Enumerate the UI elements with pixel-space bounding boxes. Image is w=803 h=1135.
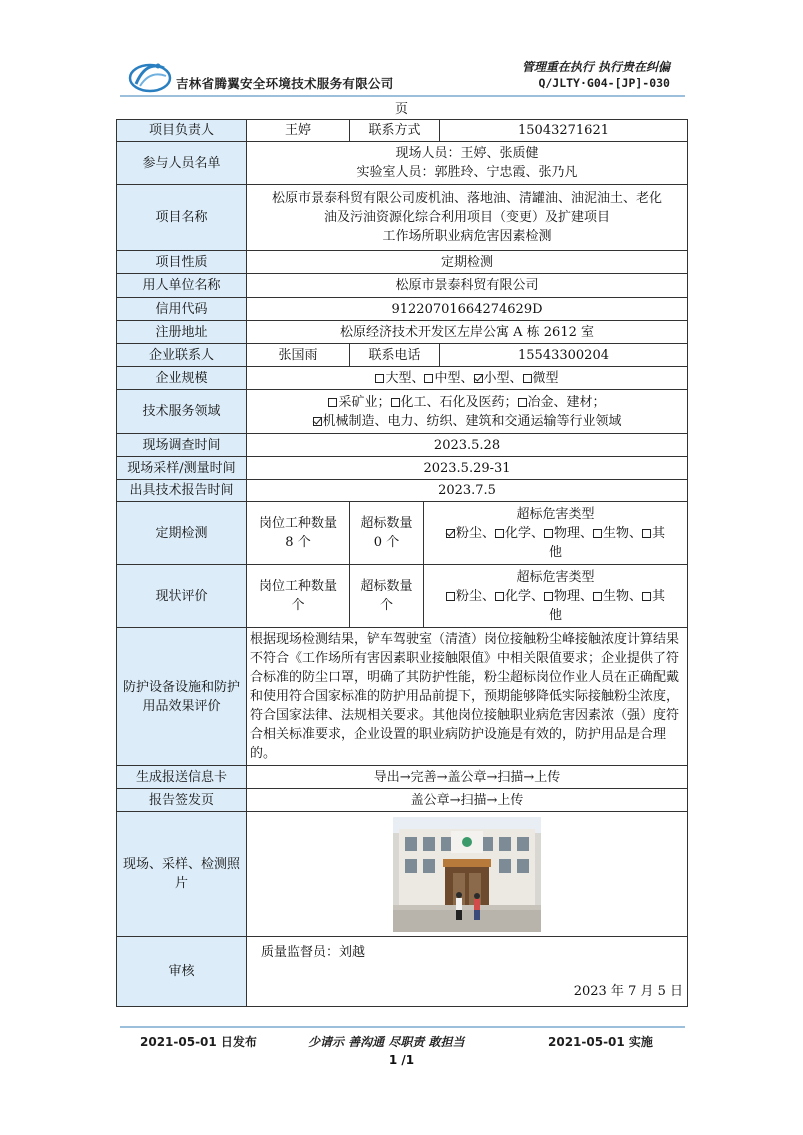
status-eval-hazards: 超标危害类型 粉尘、 化学、 物理、 生物、 其 他 bbox=[424, 565, 688, 628]
footer-motto: 少请示 善沟通 尽职责 敢担当 bbox=[308, 1035, 465, 1049]
checkbox-icon bbox=[544, 592, 553, 601]
project-name-line: 油及污油资源化综合利用项目（变更）及扩建项目 bbox=[324, 210, 611, 225]
leader-value: 王婷 bbox=[247, 120, 350, 142]
audit-cell bbox=[247, 937, 688, 1007]
project-name-label: 项目名称 bbox=[117, 185, 247, 251]
photos-label: 现场、采样、检测照片 bbox=[117, 812, 247, 937]
employer-value: 松原市景泰科贸有限公司 bbox=[247, 274, 688, 298]
footer-divider bbox=[120, 1026, 685, 1028]
row-protection bbox=[117, 628, 688, 766]
checkbox-icon bbox=[642, 592, 651, 601]
row-info-card bbox=[117, 766, 688, 789]
issue-date: 2021-05-01 日发布 bbox=[140, 1035, 257, 1049]
row-project-nature bbox=[117, 251, 688, 274]
protection-evaluation-text: 根据现场检测结果，铲车驾驶室（清渣）岗位接触粉尘峰接触浓度计算结果不符合《工作场所有害因素职业接触限值》中相关限值要求；企业提供了符合标准的防尘口罩，明确了其防护性能，粉尘超标岗位作业人员在正确配戴和使用符合国家标准的防护用品前提下，预期能够降低实际接触粉尘浓度，符合国家法律、法规相关要求。其他岗位接触职业病危害因素浓（强）度符合相关标准要求，企业设置的职业病防护设施是有效的，防护用品是合理的。 bbox=[247, 628, 688, 766]
report-sign-steps: 盖公章→扫描→上传 bbox=[247, 789, 688, 812]
checkbox-icon bbox=[313, 417, 322, 426]
row-report-time bbox=[117, 480, 688, 502]
participants-value bbox=[247, 142, 688, 185]
credit-code-label: 信用代码 bbox=[117, 298, 247, 321]
credit-code-value: 91220701664274629D bbox=[247, 298, 688, 321]
employer-label: 用人单位名称 bbox=[117, 274, 247, 298]
status-eval-exceed: 超标数量 个 bbox=[350, 565, 424, 628]
scale-option: 中型、 bbox=[424, 371, 473, 386]
project-nature-label: 项目性质 bbox=[117, 251, 247, 274]
enterprise-contact-label: 企业联系人 bbox=[117, 344, 247, 367]
row-report-sign bbox=[117, 789, 688, 812]
checkbox-icon bbox=[375, 374, 384, 383]
page-label: 页 bbox=[394, 102, 408, 117]
page-number: 1 /1 bbox=[388, 1053, 415, 1067]
checkbox-icon bbox=[391, 398, 400, 407]
status-eval-posts: 岗位工种数量 个 bbox=[247, 565, 350, 628]
row-status-eval bbox=[117, 565, 688, 628]
onsite-staff: 现场人员：王婷、张质健 bbox=[395, 146, 539, 161]
row-employer bbox=[117, 274, 688, 298]
report-sign-label: 报告签发页 bbox=[117, 789, 247, 812]
page-header bbox=[0, 0, 803, 112]
row-sampling-time bbox=[117, 457, 688, 480]
row-photos bbox=[117, 812, 688, 937]
audit-label: 审核 bbox=[117, 937, 247, 1007]
participants-label: 参与人员名单 bbox=[117, 142, 247, 185]
row-project-name bbox=[117, 185, 688, 251]
lab-staff: 实验室人员：郭胜玲、宁忠霞、张乃凡 bbox=[356, 165, 578, 180]
contact-method-value: 15043271621 bbox=[440, 120, 688, 142]
row-credit-code bbox=[117, 298, 688, 321]
scale-label: 企业规模 bbox=[117, 367, 247, 390]
periodic-hazards: 超标危害类型 粉尘、 化学、 物理、 生物、 其 他 bbox=[424, 502, 688, 565]
phone-value: 15543300204 bbox=[440, 344, 688, 367]
checkbox-icon bbox=[446, 529, 455, 538]
leader-label: 项目负责人 bbox=[117, 120, 247, 142]
survey-time-label: 现场调查时间 bbox=[117, 434, 247, 457]
row-service-area bbox=[117, 390, 688, 434]
project-info-table bbox=[116, 119, 688, 1007]
enterprise-contact-value: 张国雨 bbox=[247, 344, 350, 367]
service-area-label: 技术服务领域 bbox=[117, 390, 247, 434]
checkbox-icon bbox=[474, 374, 483, 383]
project-name-line: 工作场所职业病危害因素检测 bbox=[382, 229, 552, 244]
checkbox-icon bbox=[424, 374, 433, 383]
quality-supervisor: 质量监督员：刘越 bbox=[261, 944, 366, 960]
checkbox-icon bbox=[495, 529, 504, 538]
info-card-steps: 导出→完善→盖公章→扫描→上传 bbox=[247, 766, 688, 789]
scale-option: 大型、 bbox=[375, 371, 424, 386]
report-time-label: 出具技术报告时间 bbox=[117, 480, 247, 502]
contact-method-label: 联系方式 bbox=[350, 120, 440, 142]
checkbox-icon bbox=[593, 529, 602, 538]
phone-label: 联系电话 bbox=[350, 344, 440, 367]
checkbox-icon bbox=[495, 592, 504, 601]
status-eval-label: 现状评价 bbox=[117, 565, 247, 628]
checkbox-icon bbox=[642, 529, 651, 538]
header-slogan: 管理重在执行 执行贵在纠偏 bbox=[521, 60, 670, 74]
row-survey-time bbox=[117, 434, 688, 457]
survey-time-value: 2023.5.28 bbox=[247, 434, 688, 457]
service-area-options: 采矿业； 化工、石化及医药； 冶金、建材； 机械制造、电力、纺织、建筑和交通运输等行业领域 bbox=[247, 390, 688, 434]
sampling-time-value: 2023.5.29-31 bbox=[247, 457, 688, 480]
row-scale bbox=[117, 367, 688, 390]
checkbox-icon bbox=[328, 398, 337, 407]
company-logo-icon bbox=[128, 56, 172, 96]
row-participants bbox=[117, 142, 688, 185]
row-leader bbox=[117, 120, 688, 142]
row-audit bbox=[117, 937, 688, 1007]
project-name-line: 松原市景泰科贸有限公司废机油、落地油、清罐油、油泥油土、老化 bbox=[272, 191, 663, 206]
address-label: 注册地址 bbox=[117, 321, 247, 344]
checkbox-icon bbox=[518, 398, 527, 407]
periodic-exceed: 超标数量 0 个 bbox=[350, 502, 424, 565]
site-photo bbox=[393, 817, 541, 932]
scale-options bbox=[247, 367, 688, 390]
row-periodic bbox=[117, 502, 688, 565]
info-card-label: 生成报送信息卡 bbox=[117, 766, 247, 789]
address-value: 松原经济技术开发区左岸公寓 A 栋 2612 室 bbox=[247, 321, 688, 344]
report-time-value: 2023.7.5 bbox=[247, 480, 688, 502]
scale-option: 小型、 bbox=[474, 371, 523, 386]
project-nature-value: 定期检测 bbox=[247, 251, 688, 274]
protection-label: 防护设备设施和防护用品效果评价 bbox=[117, 628, 247, 766]
scale-option: 微型 bbox=[523, 371, 559, 386]
periodic-posts: 岗位工种数量 8 个 bbox=[247, 502, 350, 565]
effective-date: 2021-05-01 实施 bbox=[548, 1035, 653, 1049]
company-name: 吉林省腾翼安全环境技术服务有限公司 bbox=[176, 76, 394, 91]
header-divider bbox=[120, 95, 685, 97]
document-number: Q/JLTY·G04-[JP]-030 bbox=[538, 76, 670, 90]
checkbox-icon bbox=[544, 529, 553, 538]
audit-date: 2023 年 7 月 5 日 bbox=[573, 983, 684, 999]
checkbox-icon bbox=[593, 592, 602, 601]
photo-cell bbox=[247, 812, 688, 937]
sampling-time-label: 现场采样/测量时间 bbox=[117, 457, 247, 480]
row-address bbox=[117, 321, 688, 344]
checkbox-icon bbox=[523, 374, 532, 383]
project-name-value bbox=[247, 185, 688, 251]
checkbox-icon bbox=[446, 592, 455, 601]
row-contact bbox=[117, 344, 688, 367]
periodic-label: 定期检测 bbox=[117, 502, 247, 565]
